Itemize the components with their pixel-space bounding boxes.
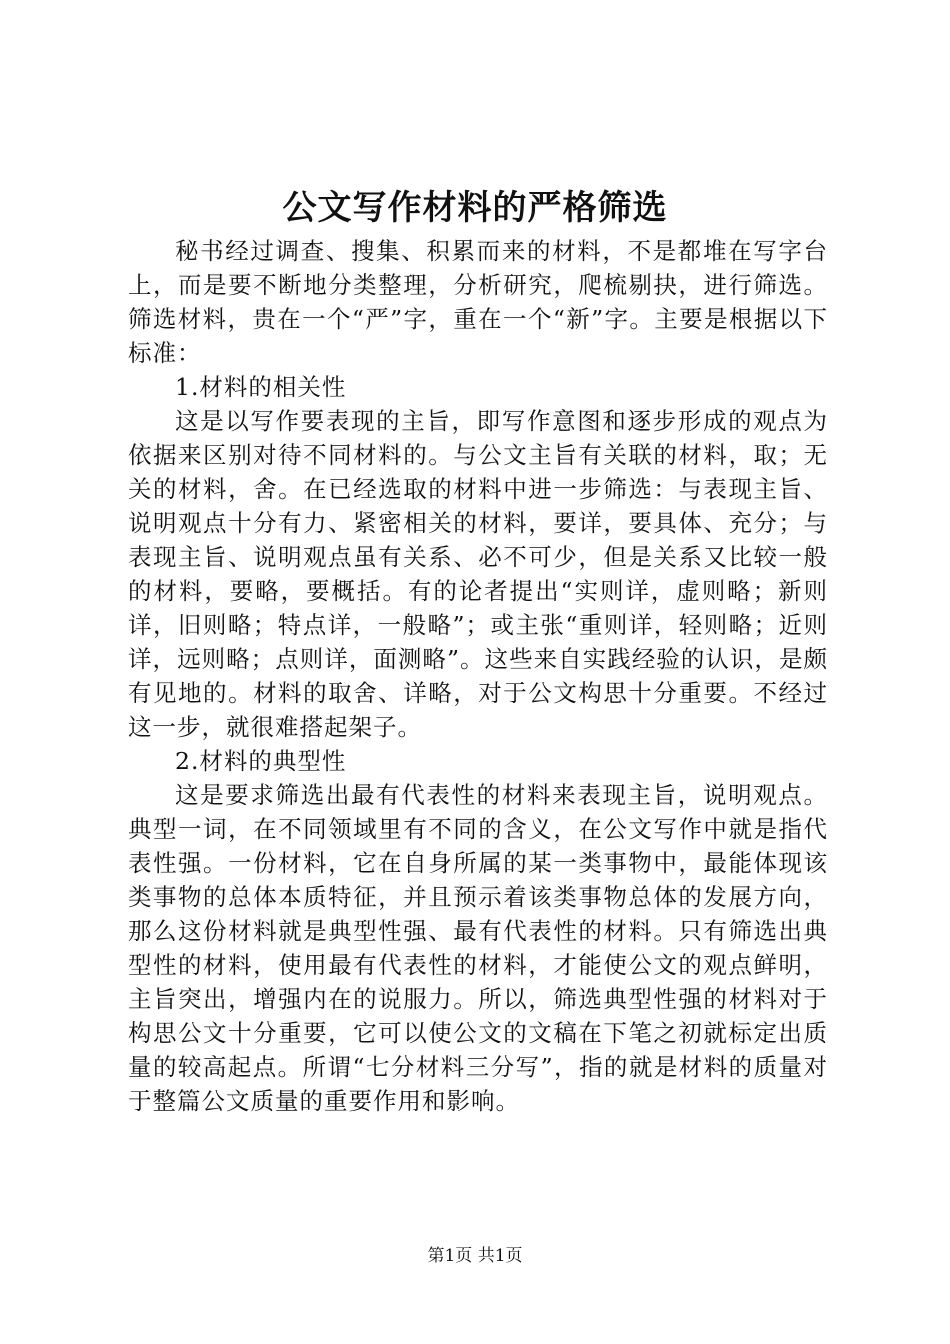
- relevance-paragraph: 这是以写作要表现的主旨，即写作意图和逐步形成的观点为依据来区别对待不同材料的。与公文主旨有关联的材料，取；无关的材料，舍。在已经选取的材料中进一步筛选：与表现主旨、说明观点十分有力、紧密相关的材料，要详，要具体、充分；与表现主旨、说明观点虽有关系、必不可少，但是关系又比较一般的材料，要略，要概括。有的论者提出“实则详，虚则略；新则详，旧则略；特点详，一般略”；或主张“重则详，轻则略；近则详，远则略；点则详，面测略”。这些来自实践经验的认识，是颇有见地的。材料的取舍、详略，对于公文构思十分重要。不经过这一步，就很难搭起架子。: [128, 407, 828, 741]
- document-title: 公文写作材料的严格筛选: [282, 188, 668, 228]
- typicality-paragraph: 这是要求筛选出最有代表性的材料来表现主旨，说明观点。典型一词，在不同领域里有不同的含义，在公文写作中就是指代表性强。一份材料，它在自身所属的某一类事物中，最能体现该类事物的总体本质特征，并且预示着该类事物总体的发展方向，那么这份材料就是典型性强、最有代表性的材料。只有筛选出典型性的材料，使用最有代表性的材料，才能使公文的观点鲜明，主旨突出，增强内在的说服力。所以，筛选典型性强的材料对于构思公文十分重要，它可以使公文的文稿在下笔之初就标定出质量的较高起点。所谓“七分材料三分写”，指的就是材料的质量对于整篇公文质量的重要作用和影响。: [128, 781, 828, 1115]
- page-footer: 第1页 共1页: [427, 1246, 523, 1266]
- section-heading-typicality: 2.材料的典型性: [175, 747, 347, 775]
- intro-paragraph: 秘书经过调查、搜集、积累而来的材料，不是都堆在写字台上，而是要不断地分类整理，分析研究，爬梳剔抉，进行筛选。筛选材料，贵在一个“严”字，重在一个“新”字。主要是根据以下标准：: [128, 237, 828, 367]
- document-body: [128, 234, 828, 1118]
- section-heading-relevance: 1.材料的相关性: [175, 373, 347, 401]
